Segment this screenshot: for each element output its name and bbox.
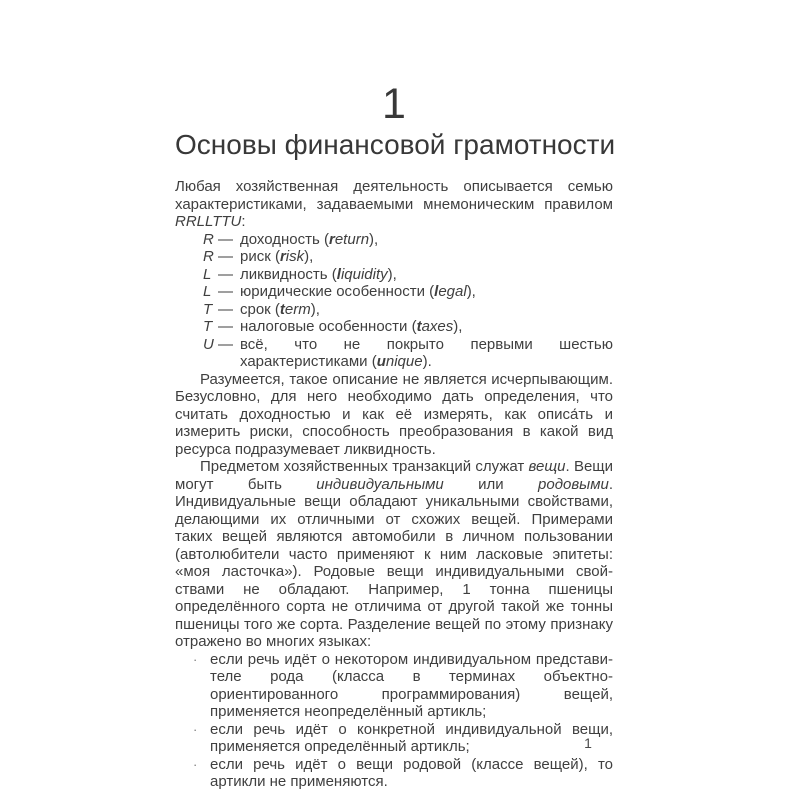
mnemonic-text: ликвидность (liquidity), <box>240 265 397 283</box>
bullet-text: если речь идёт о некотором индивидуальном представителе рода (класса в терминах объектно-ориентированного программирования) вещей, применяется неопределённый артикль; <box>210 650 613 720</box>
bullet-text: если речь идёт о конкретной индивидуальной вещи, применяется определённый артикль; <box>210 720 613 755</box>
mnemonic-text: юридические особенности (legal), <box>240 283 476 300</box>
mnemonic-text: доходность (return), <box>240 230 379 248</box>
intro-paragraph: Любая хозяйственная деятельность описывается семью характеристиками, задаваемыми мнемоническим правилом RRLLTTU: <box>175 178 613 230</box>
body-text <box>175 178 613 791</box>
bullet-list <box>175 651 613 791</box>
mnemonic-dash: — <box>218 265 233 283</box>
bullet-dot-icon: · <box>193 721 198 737</box>
mnemonic-item <box>175 336 613 371</box>
chapter-number: 1 <box>382 80 406 128</box>
bullet-item <box>175 721 613 756</box>
mnemonic-letter: R <box>203 230 214 248</box>
mnemonic-letter: L <box>203 265 212 283</box>
bullet-text: если речь идёт о вещи родовой (классе вещей), то артикли не применяются. <box>210 755 613 790</box>
mnemonic-dash: — <box>218 335 233 353</box>
mnemonic-letter: T <box>203 318 213 335</box>
mnemonic-item <box>175 318 613 336</box>
mnemonic-letter: T <box>203 300 213 318</box>
bullet-dot-icon: · <box>193 756 198 772</box>
mnemonic-list <box>175 231 613 371</box>
mnemonic-text: налоговые особенности (taxes), <box>240 318 463 335</box>
mnemonic-item <box>175 248 613 266</box>
mnemonic-item <box>175 231 613 249</box>
mnemonic-letter: U <box>203 335 214 353</box>
bullet-dot-icon: · <box>193 651 198 667</box>
mnemonic-item <box>175 301 613 319</box>
mnemonic-item <box>175 266 613 284</box>
text-column <box>175 80 616 791</box>
paragraph-things: Предметом хозяйственных транзакций служат вещи. Вещи могут быть индивидуальными или родовыми. Индивидуальные вещи обладают уникальными свойствами, делающими их отличными от схожих вещей. Примерами таких вещей являются автомобили в личном пользовании (автолюбители часто применяют к ним ласковые эпитеты: «моя ласточка»). Родовые вещи индивидуальными свойствами не обладают. Например, 1 тонна пшеницы определённого сорта не отличима от другой такой же тонны пшеницы того же сорта. Разделение вещей по этому признаку отражено во многих языках: <box>175 458 614 650</box>
mnemonic-dash: — <box>218 248 233 265</box>
mnemonic-dash: — <box>218 318 233 335</box>
mnemonic-text: всё, что не покрыто первыми шестью характеристиками (unique). <box>240 335 613 370</box>
mnemonic-text: риск (risk), <box>240 248 314 265</box>
mnemonic-dash: — <box>218 283 233 300</box>
mnemonic-dash: — <box>218 230 233 248</box>
mnemonic-dash: — <box>218 300 233 318</box>
mnemonic-letter: R <box>203 248 214 265</box>
page-number: 1 <box>584 735 592 751</box>
mnemonic-text: срок (term), <box>240 300 320 318</box>
chapter-title: Основы финансовой грамотности <box>175 129 616 160</box>
mnemonic-item <box>175 283 613 301</box>
bullet-item <box>175 756 613 791</box>
mnemonic-letter: L <box>203 283 212 300</box>
bullet-item <box>175 651 613 721</box>
paragraph-definitions: Разумеется, такое описание не является исчерпывающим. Безусловно, для него необходимо дать определения, что считать доходностью и как её измерять, как описа́ть и измерить риски, способность преобразования в какой вид ресурса подразумевает ликвидность. <box>175 370 613 458</box>
